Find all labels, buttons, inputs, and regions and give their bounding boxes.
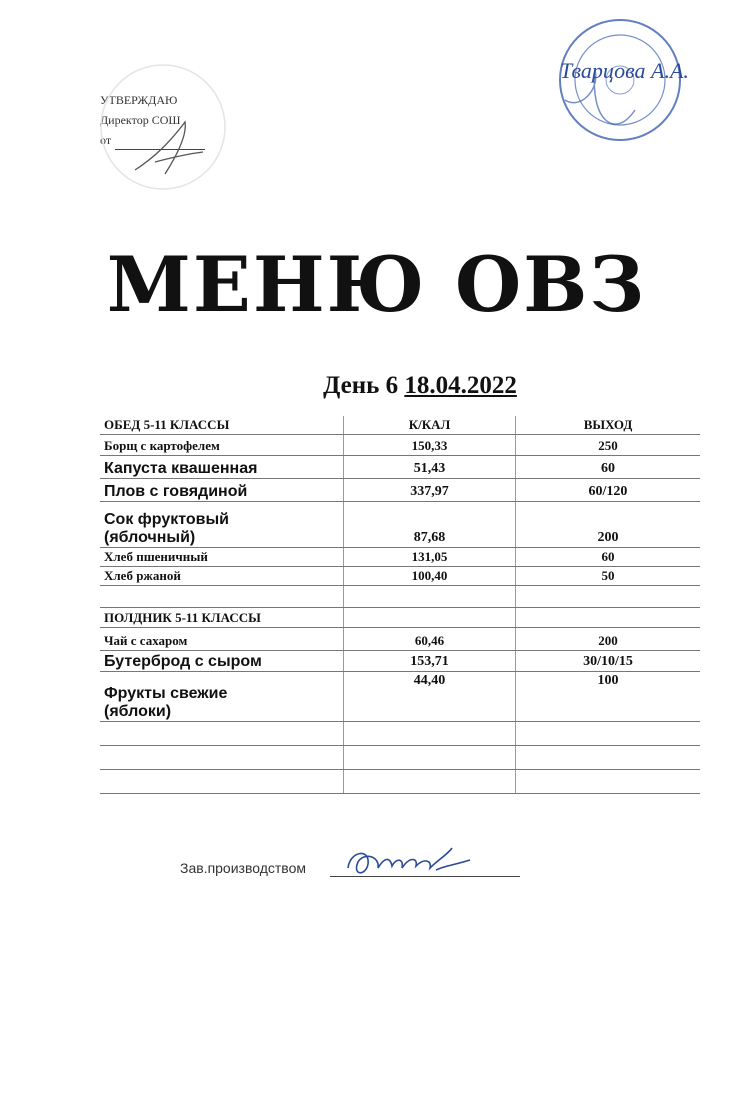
kcal-cell: 51,43 [344, 456, 516, 479]
portion-cell: 200 [516, 628, 701, 651]
portion-cell [516, 608, 701, 628]
table-header-row [100, 416, 700, 435]
kcal-cell: 44,40 [344, 672, 516, 722]
dish-name-line2: (яблочный) [104, 529, 196, 546]
portion-cell: ВЫХОД [516, 416, 701, 435]
production-manager-signature-icon [340, 836, 490, 886]
kcal-cell [344, 608, 516, 628]
dish-cell: Чай с сахаром [100, 628, 344, 651]
dish-cell: ПОЛДНИК 5-11 КЛАССЫ [100, 608, 344, 628]
dish-cell [100, 722, 344, 746]
kcal-cell [344, 722, 516, 746]
table-row [100, 502, 700, 548]
dish-cell: Борщ с картофелем [100, 435, 344, 456]
approval-stamp-icon [95, 62, 230, 192]
kcal-cell: 60,46 [344, 628, 516, 651]
dish-cell [100, 672, 344, 722]
dish-cell [100, 746, 344, 770]
table-row [100, 628, 700, 651]
portion-cell [516, 722, 701, 746]
dish-cell [100, 586, 344, 608]
portion-cell: 60 [516, 456, 701, 479]
kcal-cell: 100,40 [344, 567, 516, 586]
menu-table [100, 416, 700, 794]
kcal-cell: 131,05 [344, 548, 516, 567]
table-row [100, 770, 700, 794]
dish-name-line2: (яблоки) [104, 703, 172, 720]
table-row [100, 651, 700, 672]
menu-date: 18.04.2022 [404, 372, 517, 399]
page-title: МЕНЮ ОВЗ [106, 240, 647, 329]
portion-cell: 200 [516, 502, 701, 548]
table-row [100, 746, 700, 770]
table-row [100, 435, 700, 456]
approval-from-label: от [100, 133, 112, 147]
portion-cell: 100 [516, 672, 701, 722]
portion-cell: 60 [516, 548, 701, 567]
portion-cell [516, 586, 701, 608]
table-row [100, 672, 700, 722]
kcal-cell: 337,97 [344, 479, 516, 502]
dish-cell: Капуста квашенная [100, 456, 344, 479]
dish-cell: ОБЕД 5-11 КЛАССЫ [100, 416, 344, 435]
table-row [100, 567, 700, 586]
dish-cell [100, 770, 344, 794]
official-seal-icon [540, 10, 720, 155]
table-row [100, 456, 700, 479]
portion-cell [516, 746, 701, 770]
approval-title: УТВЕРЖДАЮ [100, 93, 178, 107]
dish-name-line1: Фрукты свежие [104, 685, 228, 702]
kcal-cell [344, 586, 516, 608]
footer-label: Зав.производством [180, 860, 306, 876]
table-row [100, 722, 700, 746]
dish-cell: Хлеб ржаной [100, 567, 344, 586]
seal-signature: Тварцова А.А. [560, 58, 689, 83]
dish-cell: Бутерброд с сыром [100, 651, 344, 672]
kcal-cell: К/КАЛ [344, 416, 516, 435]
day-line [0, 372, 753, 400]
portion-cell: 250 [516, 435, 701, 456]
portion-cell [516, 770, 701, 794]
table-row [100, 548, 700, 567]
kcal-cell: 153,71 [344, 651, 516, 672]
dish-cell: Хлеб пшеничный [100, 548, 344, 567]
day-label: День 6 [323, 372, 399, 399]
kcal-cell [344, 746, 516, 770]
approval-position: Директор СОШ [100, 113, 181, 127]
table-row [100, 479, 700, 502]
table-row [100, 608, 700, 628]
portion-cell: 30/10/15 [516, 651, 701, 672]
dish-cell [100, 502, 344, 548]
kcal-cell: 87,68 [344, 502, 516, 548]
kcal-cell: 150,33 [344, 435, 516, 456]
dish-cell: Плов с говядиной [100, 479, 344, 502]
portion-cell: 50 [516, 567, 701, 586]
dish-name-line1: Сок фруктовый [104, 511, 229, 528]
table-row [100, 586, 700, 608]
portion-cell: 60/120 [516, 479, 701, 502]
kcal-cell [344, 770, 516, 794]
